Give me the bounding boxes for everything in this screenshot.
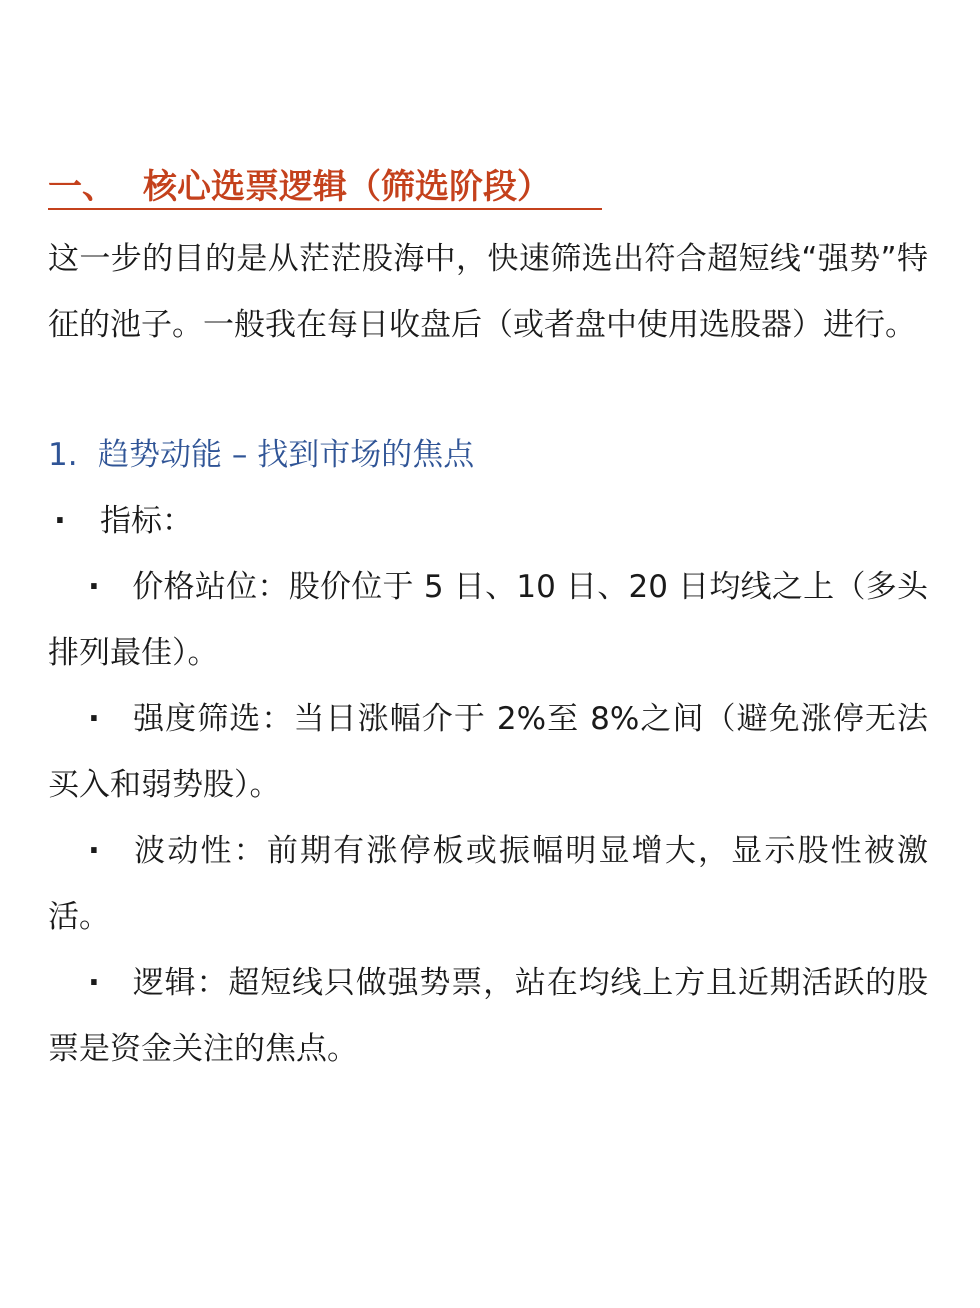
list-item [48,818,928,950]
indicator-label: 指标： [100,503,193,539]
section-title-text: 核心选票逻辑（筛选阶段） [143,167,551,207]
item-text: 股价位于 5 日、10 日、20 日均线之上（多头排列最佳）。 [48,569,929,671]
subsection-heading [48,422,474,488]
item-label: 波动性： [132,833,267,869]
item-text: 当日涨幅介于 2%至 8%之间（避免涨停无法买入和弱势股）。 [48,701,928,803]
item-label: 价格站位： [132,569,289,605]
item-text: 前期有涨停板或振幅明显增大，显示股性被激活。 [48,833,929,935]
item-label: 强度筛选： [132,701,294,737]
intro-paragraph: 这一步的目的是从茫茫股海中，快速筛选出符合超短线“强势”特征的池子。一般我在每日收盘后（或者盘中使用选股器）进行。 [48,241,928,343]
item-text: 超短线只做强势票，站在均线上方且近期活跃的股票是资金关注的焦点。 [48,965,929,1067]
list-item [48,686,928,818]
subsection-number: 1. [48,437,78,473]
section-number: 一、 [48,167,116,207]
list-item [48,554,928,686]
bullet-dot: · [88,569,100,605]
indicator-bullet [54,488,193,554]
bullet-dot: · [88,965,100,1001]
bullet-dot: · [54,503,66,539]
subsection-title-text: 趋势动能 – 找到市场的焦点 [98,437,475,473]
bullet-dot: · [88,701,100,737]
list-item [48,950,928,1082]
section-heading [48,166,602,210]
item-label: 逻辑： [132,965,229,1001]
bullet-dot: · [88,833,100,869]
